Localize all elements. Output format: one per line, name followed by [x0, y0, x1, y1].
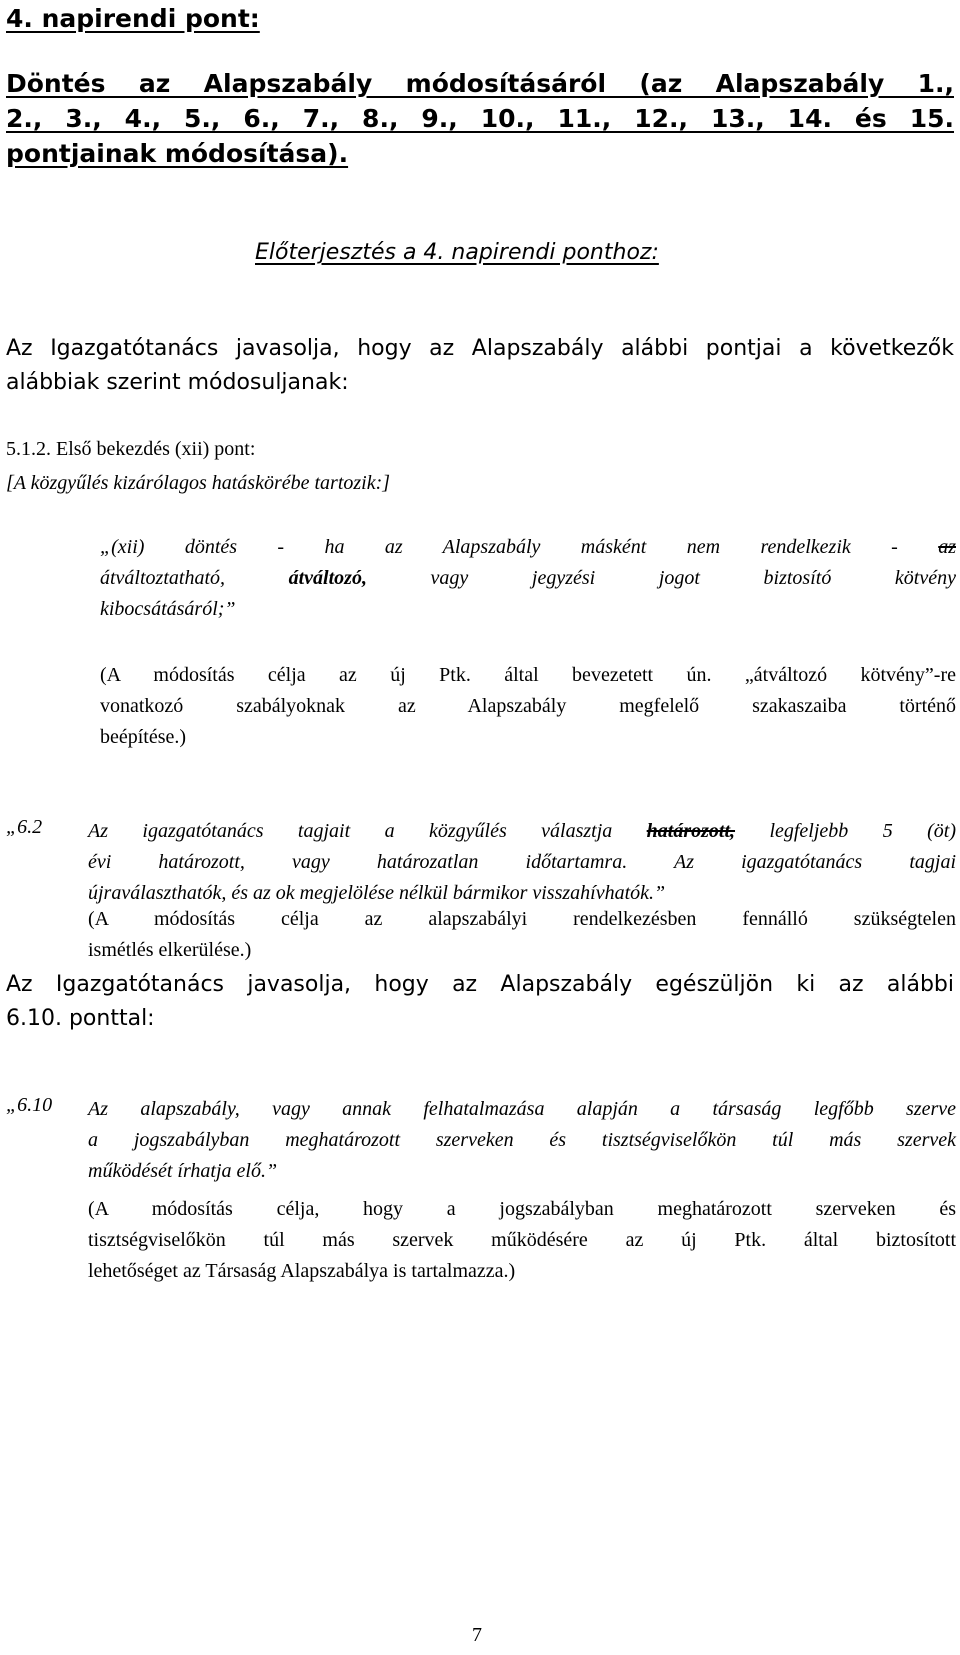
section-62-text	[88, 816, 956, 909]
purpose-line: lehetőséget az Társaság Alapszabálya is tartalmazza.)	[88, 1260, 516, 1282]
inserted-bold-text: átváltozó,	[288, 567, 367, 589]
section-610-line: Az alapszabály, vagy annak felhatalmazása alapján a társaság legfőbb szerve	[88, 1098, 956, 1120]
purpose-note-62	[88, 904, 956, 966]
purpose-line: (A módosítás célja az új Ptk. által bevezetett ún. „átváltozó kötvény”-re	[100, 664, 956, 686]
intro-paragraph	[6, 332, 954, 400]
decision-title-line: pontjainak módosítása).	[6, 139, 349, 168]
supplement-intro	[6, 968, 954, 1036]
section-62-line: újraválaszthatók, és az ok megjelölése nélkül bármikor visszahívhatók.”	[88, 882, 666, 904]
purpose-line: vonatkozó szabályoknak az Alapszabály megfelelő szakaszaiba történő	[100, 695, 956, 717]
section-62-number: „6.2	[6, 816, 43, 838]
purpose-line: ismétlés elkerülése.)	[88, 939, 252, 961]
struck-text: határozott,	[646, 820, 736, 842]
decision-title-line: Döntés az Alapszabály módosításáról (az Alapszabály 1.,	[6, 69, 954, 98]
section-512-label: 5.1.2. Első bekezdés (xii) pont:	[6, 438, 256, 460]
section-610-line: működését írhatja elő.”	[88, 1160, 278, 1182]
page-number: 7	[472, 1624, 482, 1646]
decision-title	[6, 66, 954, 171]
xii-line	[100, 563, 956, 594]
proposal-heading: Előterjesztés a 4. napirendi ponthoz:	[255, 240, 659, 265]
intro-line: Az Igazgatótanács javasolja, hogy az Alapszabály egészüljön ki az alábbi	[6, 972, 954, 997]
xii-text: átváltoztatható,	[100, 567, 289, 589]
decision-title-line: 2., 3., 4., 5., 6., 7., 8., 9., 10., 11., 12., 13., 14. és 15.	[6, 104, 954, 133]
purpose-note-610	[88, 1194, 956, 1287]
section-62-line	[88, 816, 956, 847]
xii-text: vagy jegyzési jogot biztosító kötvény	[366, 567, 956, 589]
purpose-line: beépítése.)	[100, 726, 187, 748]
section-62-text-part: Az igazgatótanács tagjait a közgyűlés választja	[88, 820, 647, 842]
xii-text: „(xii) döntés - ha az Alapszabály másként nem rendelkezik -	[100, 536, 939, 558]
section-62-line: évi határozott, vagy határozatlan időtartamra. Az igazgatótanács tagjai	[88, 851, 956, 873]
struck-text: az	[938, 536, 956, 558]
xii-line: kibocsátásáról;”	[100, 598, 236, 620]
purpose-line: (A módosítás célja, hogy a jogszabályban meghatározott szerveken és	[88, 1198, 956, 1220]
section-512-xii-text	[100, 532, 956, 625]
section-610-text	[88, 1094, 956, 1187]
agenda-item-heading: 4. napirendi pont:	[6, 4, 260, 33]
xii-line	[100, 532, 956, 563]
purpose-note-512	[100, 660, 956, 753]
purpose-line: (A módosítás célja az alapszabályi rendelkezésben fennálló szükségtelen	[88, 908, 956, 930]
intro-line: 6.10. ponttal:	[6, 1006, 155, 1031]
section-62-text-part: legfeljebb 5 (öt)	[735, 820, 956, 842]
section-610-line: a jogszabályban meghatározott szerveken és tisztségviselőkön túl más szervek	[88, 1129, 956, 1151]
intro-line: Az Igazgatótanács javasolja, hogy az Alapszabály alábbi pontjai a következők	[6, 336, 954, 361]
section-610-number: „6.10	[6, 1094, 53, 1116]
intro-line: alábbiak szerint módosuljanak:	[6, 370, 349, 395]
section-512-bracket: [A közgyűlés kizárólagos hatáskörébe tartozik:]	[6, 472, 391, 494]
purpose-line: tisztségviselőkön túl más szervek működésére az új Ptk. által biztosított	[88, 1229, 956, 1251]
